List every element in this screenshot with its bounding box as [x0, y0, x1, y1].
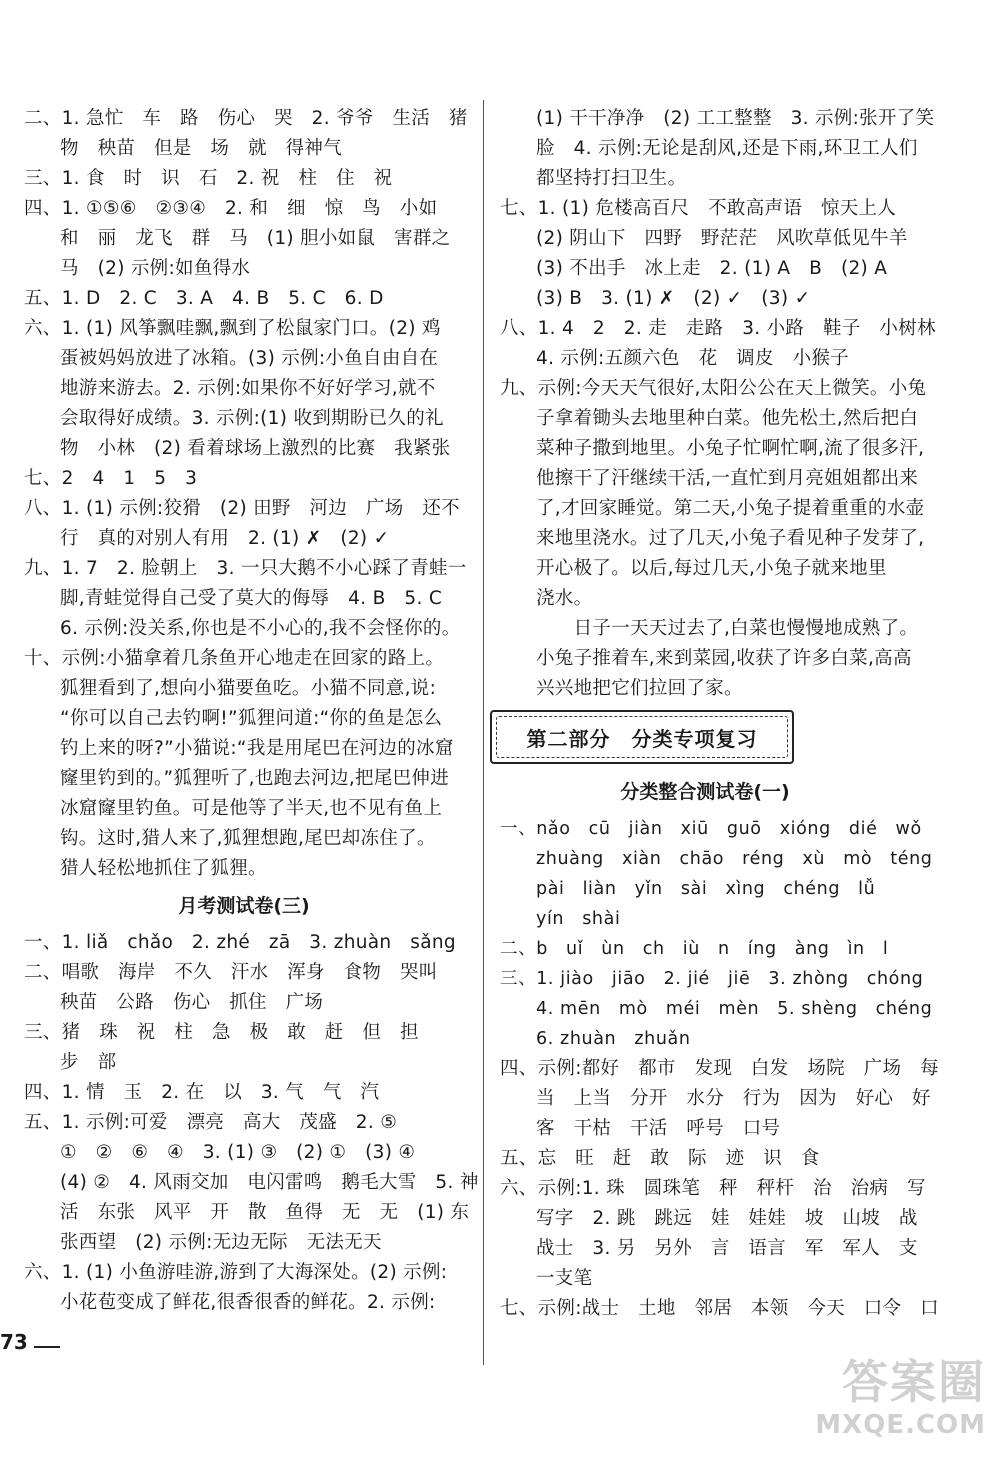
answer-line: 四、1. 情 玉 2. 在 以 3. 气 气 汽	[24, 1082, 380, 1103]
answer-line: 浇水。	[536, 588, 593, 609]
answer-line: 八、1. 4 2 2. 走 走路 3. 小路 鞋子 小树林	[500, 318, 936, 339]
answer-line: 脸 4. 示例:无论是刮风,还是下雨,环卫工人们	[536, 138, 918, 159]
answer-line: 一支笔	[536, 1268, 593, 1289]
answer-line: 马 (2) 示例:如鱼得水	[60, 258, 251, 279]
answer-block	[24, 104, 468, 884]
answer-line: 狐狸看到了,想向小猫要鱼吃。小猫不同意,说:	[60, 678, 437, 699]
answer-line: 九、1. 7 2. 脸朝上 3. 一只大鹅不小心踩了青蛙一	[24, 558, 467, 579]
answer-line: 三、1. 食 时 识 石 2. 祝 柱 住 祝	[24, 168, 393, 189]
answer-line: 小兔子推着车,来到菜园,收获了许多白菜,高高	[536, 648, 912, 669]
answer-line: 兴兴地把它们拉回了家。	[536, 678, 743, 699]
answer-line: 六、1. (1) 风筝飘哇飘,飘到了松鼠家门口。(2) 鸡	[24, 318, 441, 339]
answer-line: 一、1. liǎ chǎo 2. zhé zā 3. zhuàn sǎng	[24, 932, 456, 953]
part-banner	[490, 710, 794, 764]
answer-line: 物 秧苗 但是 场 就 得神气	[60, 138, 343, 159]
answer-line: 二、唱歌 海岸 不久 汗水 浑身 食物 哭叫	[24, 962, 438, 983]
column-divider	[483, 100, 484, 1365]
answer-line: 地游来游去。2. 示例:如果你不好好学习,就不	[60, 378, 436, 399]
answer-line: yín shài	[536, 909, 621, 929]
answer-line: 六、1. (1) 小鱼游哇游,游到了大海深处。(2) 示例:	[24, 1262, 448, 1283]
answer-line: 张西望 (2) 示例:无边无际 无法无天	[60, 1232, 382, 1253]
answer-line: 和 丽 龙飞 群 马 (1) 胆小如鼠 害群之	[60, 228, 451, 249]
watermark-url: MXQE.COM	[815, 1410, 986, 1440]
answer-line: (2) 阴山下 四野 野茫茫 风吹草低见牛羊	[536, 228, 908, 249]
answer-line: 脚,青蛙觉得自己受了莫大的侮辱 4. B 5. C	[60, 588, 443, 609]
answer-line: 6. zhuàn zhuǎn	[536, 1029, 691, 1049]
answer-line: 钓上来的呀?”小猫说:“我是用尾巴在河边的冰窟	[60, 738, 454, 759]
answer-line: 六、示例:1. 珠 圆珠笔 秤 秤杆 治 治病 写	[500, 1178, 926, 1199]
answer-line: 四、1. ①⑤⑥ ②③④ 2. 和 细 惊 鸟 小如	[24, 198, 438, 219]
answer-line: 战士 3. 另 另外 言 语言 军 军人 支	[536, 1238, 918, 1259]
answer-line: 二、b uǐ ùn ch iù n íng àng ìn l	[500, 939, 889, 959]
answer-line: 客 干枯 干活 呼号 口号	[536, 1118, 781, 1139]
answer-line: 猎人轻松地抓住了狐狸。	[60, 858, 267, 879]
answer-line: 八、1. (1) 示例:狡猾 (2) 田野 河边 广场 还不	[24, 498, 460, 519]
answer-line: 菜种子撒到地里。小兔子忙啊忙啊,流了很多汗,	[536, 438, 925, 459]
answer-line: zhuàng xiàn chāo réng xù mò téng	[536, 849, 933, 869]
answer-line: 三、1. jiào jiāo 2. jié jiē 3. zhòng chóng	[500, 969, 924, 989]
answer-line: (4) ② 4. 风雨交加 电闪雷鸣 鹅毛大雪 5. 神	[60, 1172, 479, 1193]
answer-line: 四、示例:都好 都市 发现 白发 场院 广场 每	[500, 1058, 939, 1079]
answer-line: 十、示例:小猫拿着几条鱼开心地走在回家的路上。	[24, 648, 445, 669]
page-number: 73	[0, 1330, 28, 1354]
answer-line: 子拿着锄头去地里种白菜。他先松土,然后把白	[536, 408, 919, 429]
answer-line: 秧苗 公路 伤心 抓住 广场	[60, 992, 324, 1013]
answer-line: 来地里浇水。过了几天,小兔子看见种子发芽了,	[536, 528, 925, 549]
answer-line: 物 小林 (2) 看着球场上激烈的比赛 我紧张	[60, 438, 451, 459]
answer-line: 活 东张 风平 开 散 鱼得 无 无 (1) 东	[60, 1202, 470, 1223]
answer-line: 九、示例:今天天气很好,太阳公公在天上微笑。小兔	[500, 378, 927, 399]
answer-line: 步 部	[60, 1052, 117, 1073]
watermark-title: 答案圈	[842, 1355, 986, 1409]
left-column	[24, 104, 479, 1318]
answer-line: (3) 不出手 冰上走 2. (1) A B (2) A	[536, 258, 888, 279]
answer-line: 都坚持打扫卫生。	[536, 168, 687, 189]
answer-line: 小花苞变成了鲜花,很香很香的鲜花。2. 示例:	[60, 1292, 436, 1313]
section-title: 分类整合测试卷(一)	[620, 781, 790, 803]
answer-block	[24, 928, 479, 1318]
answer-line: 七、1. (1) 危楼高百尺 不敢高声语 惊天上人	[500, 198, 897, 219]
section-title: 月考测试卷(三)	[178, 895, 310, 917]
answer-line: 当 上当 分开 水分 行为 因为 好心 好	[536, 1088, 931, 1109]
answer-line: 五、1. D 2. C 3. A 4. B 5. C 6. D	[24, 288, 384, 309]
answer-line: 钩。这时,猎人来了,狐狸想跑,尾巴却冻住了。	[60, 828, 436, 849]
answer-line: 4. mēn mò méi mèn 5. shèng chéng	[536, 999, 933, 1019]
answer-line: 了,才回家睡觉。第二天,小兔子提着重重的水壶	[536, 498, 925, 519]
answer-line: (1) 干干净净 (2) 工工整整 3. 示例:张开了笑	[536, 108, 935, 129]
answer-line: 七、示例:战士 土地 邻居 本领 今天 口令 口	[500, 1298, 939, 1319]
answer-line: 冰窟窿里钓鱼。可是他等了半天,也不见有鱼上	[60, 798, 443, 819]
answer-line: 蛋被妈妈放进了冰箱。(3) 示例:小鱼自由自在	[60, 348, 439, 369]
answer-line: 窿里钓到的。”狐狸听了,也跑去河边,把尾巴伸进	[60, 768, 449, 789]
answer-line: ① ② ⑥ ④ 3. (1) ③ (2) ① (3) ④	[60, 1142, 416, 1163]
right-column	[500, 104, 939, 1324]
answer-line: 4. 示例:五颜六色 花 调皮 小猴子	[536, 348, 849, 369]
answer-line: (3) B 3. (1) ✗ (2) ✓ (3) ✓	[536, 288, 811, 309]
answer-block	[500, 814, 939, 1324]
answer-line: 开心极了。以后,每过几天,小兔子就来地里	[536, 558, 887, 579]
page-number-rule	[34, 1346, 60, 1348]
answer-line: 6. 示例:没关系,你也是不小心的,我不会怪你的。	[60, 618, 461, 639]
answer-line: 二、1. 急忙 车 路 伤心 哭 2. 爷爷 生活 猪	[24, 108, 468, 129]
answer-line: 行 真的对别人有用 2. (1) ✗ (2) ✓	[60, 528, 390, 549]
answer-line: 五、忘 旺 赶 敢 际 迹 识 食	[500, 1148, 820, 1169]
answer-line: 写字 2. 跳 跳远 娃 娃娃 坡 山坡 战	[536, 1208, 918, 1229]
answer-line: 三、猪 珠 祝 柱 急 极 敢 赶 但 担	[24, 1022, 419, 1043]
answer-block	[500, 104, 936, 704]
watermark-logo	[796, 1355, 986, 1455]
answer-line: “你可以自己去钓啊!”狐狸问道:“你的鱼是怎么	[60, 708, 443, 729]
part-banner-label: 第二部分 分类专项复习	[526, 726, 758, 751]
answer-line: pài liàn yǐn sài xìng chéng lǚ	[536, 879, 876, 899]
answer-line: 一、nǎo cū jiàn xiū guō xióng dié wǒ	[500, 819, 922, 839]
answer-line: 日子一天天过去了,白菜也慢慢地成熟了。	[536, 618, 919, 639]
answer-line: 七、2 4 1 5 3	[24, 468, 198, 489]
answer-line: 他擦干了汗继续干活,一直忙到月亮姐姐都出来	[536, 468, 919, 489]
answer-line: 五、1. 示例:可爱 漂亮 高大 茂盛 2. ⑤	[24, 1112, 398, 1133]
answer-line: 会取得好成绩。3. 示例:(1) 收到期盼已久的礼	[60, 408, 444, 429]
